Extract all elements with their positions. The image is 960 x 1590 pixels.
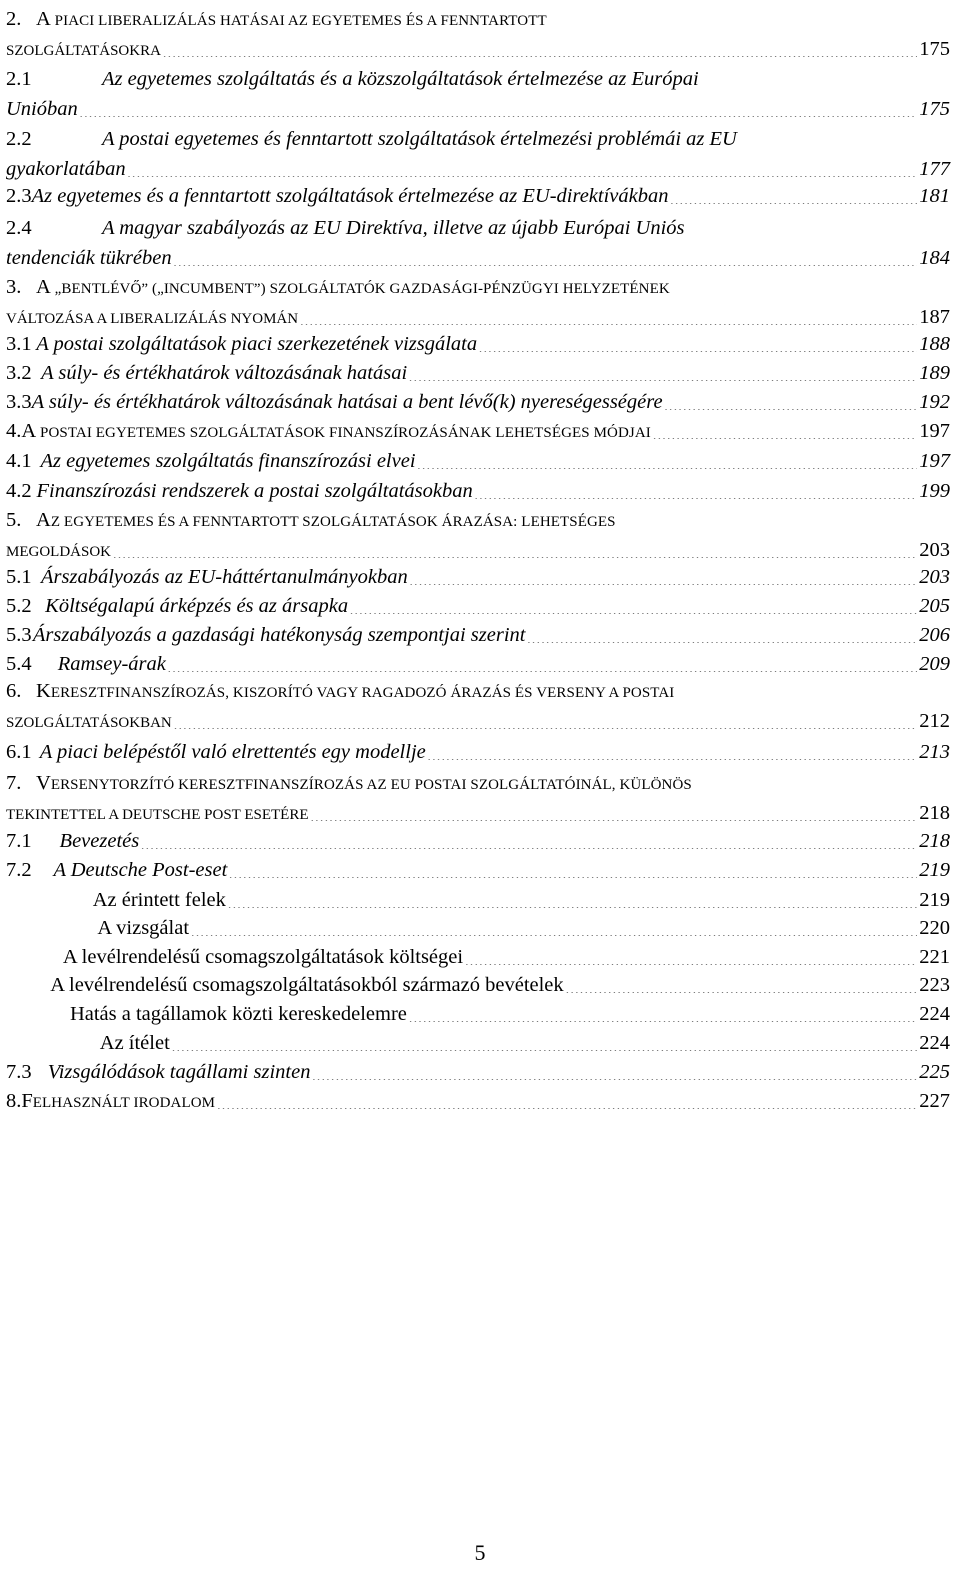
toc-page-number: 205 (919, 595, 950, 617)
toc-page-number: 219 (919, 859, 950, 881)
page-number: 5 (474, 1540, 486, 1565)
toc-title-continued: Unióban (6, 98, 78, 120)
toc-title (63, 942, 463, 972)
toc-title-text: A súly- és értékhatárok változásának hatásai a bent lévő(k) nyereségességére (31, 391, 663, 413)
toc-page-number: 206 (919, 624, 950, 646)
toc-title (36, 505, 616, 537)
toc-number: 7. (6, 772, 22, 794)
toc-line-continued (6, 94, 950, 126)
toc-title-initial: K (36, 680, 51, 702)
toc-number: 4.2 (6, 480, 32, 502)
toc-title (102, 213, 685, 243)
toc-title (32, 387, 663, 417)
toc-line (6, 272, 950, 302)
toc-entry[interactable] (6, 4, 950, 66)
toc-page-number: 223 (919, 974, 950, 996)
toc-number: 2.1 (6, 68, 32, 90)
toc-title-initial: V (36, 772, 51, 794)
toc-page-number: 218 (919, 830, 950, 852)
toc-title-text: Ramsey-árak (57, 653, 166, 675)
toc-page-number: 219 (919, 889, 950, 911)
toc-title-text: A vizsgálat (97, 917, 190, 939)
toc-entry[interactable] (6, 1086, 950, 1118)
toc-line (6, 913, 950, 945)
toc-entry[interactable] (6, 272, 950, 334)
toc-page-number: 203 (919, 566, 950, 588)
dot-leader (128, 157, 918, 178)
dot-leader (409, 361, 917, 382)
toc-entry[interactable] (6, 620, 950, 652)
dot-leader (228, 888, 917, 909)
toc-page-number: 184 (919, 247, 950, 269)
toc-number: 4. (6, 420, 22, 442)
toc-page-number: 203 (919, 539, 950, 561)
dot-leader (428, 740, 918, 761)
toc-entry[interactable] (6, 446, 950, 478)
toc-entry[interactable] (6, 476, 950, 508)
dot-leader (418, 449, 918, 470)
toc-entry[interactable] (6, 562, 950, 594)
toc-title-text: A levélrendelésű csomagszolgáltatások költségei (62, 946, 464, 968)
toc-number: 5.3 (6, 624, 32, 646)
dot-leader (300, 305, 917, 326)
toc-number: 6.1 (6, 741, 32, 763)
toc-title-text: Finanszírozási rendszerek a postai szolgáltatásokban (36, 480, 473, 502)
toc-line (6, 446, 950, 478)
toc-title-rest: PIACI LIBERALIZÁLÁS HATÁSAI AZ EGYETEMES ÉS A FENNTARTOTT (50, 13, 547, 29)
toc-line (6, 620, 950, 652)
toc-number: 2.2 (6, 128, 32, 150)
toc-number: 7.2 (6, 859, 32, 881)
toc-entry[interactable] (6, 826, 950, 858)
dot-leader (312, 1060, 917, 1081)
toc-title-continued: tendenciák tükrében (6, 247, 172, 269)
toc-title-text: Hatás a tagállamok közti kereskedelemre (69, 1003, 407, 1025)
dot-leader (217, 1089, 917, 1110)
toc-line (6, 505, 950, 535)
toc-title (41, 562, 408, 592)
toc-title-text: Az ítélet (99, 1032, 170, 1054)
toc-title-text: Árszabályozás az EU-háttértanulmányokban (41, 566, 408, 588)
toc-title-rest: ELHASZNÁLT IRODALOM (32, 1095, 216, 1111)
toc-line (6, 1028, 950, 1060)
toc-line-continued (6, 243, 950, 275)
dot-leader (113, 538, 917, 559)
toc-title-continued: SZOLGÁLTATÁSOKRA (6, 43, 161, 59)
toc-line (6, 855, 950, 887)
toc-line (6, 970, 950, 1002)
toc-line-continued (6, 706, 950, 738)
toc-entry[interactable] (6, 387, 950, 419)
toc-title (36, 272, 670, 304)
dot-leader (350, 594, 917, 615)
toc-page-number: 199 (919, 480, 950, 502)
toc-title (60, 826, 140, 856)
toc-title-continued: gyakorlatában (6, 158, 126, 180)
toc-title-text: Az érintett felek (92, 889, 226, 911)
toc-line-continued (6, 34, 950, 66)
toc-page-number: 192 (919, 391, 950, 413)
toc-title (53, 855, 227, 885)
toc-number: 5. (6, 509, 22, 531)
toc-title (21, 416, 651, 448)
toc-line (6, 768, 950, 798)
dot-leader (410, 565, 918, 586)
toc-line (6, 387, 950, 419)
toc-line (6, 416, 950, 448)
toc-number: 3.3 (6, 391, 32, 413)
toc-line (6, 999, 950, 1031)
toc-number: 6. (6, 680, 22, 702)
toc-title (70, 999, 407, 1029)
toc-entry[interactable] (6, 1028, 950, 1060)
toc-page-number: 197 (919, 450, 950, 472)
toc-page-number: 220 (919, 917, 950, 939)
toc-line (6, 213, 950, 243)
toc-title (37, 476, 473, 506)
toc-line (6, 676, 950, 706)
toc-title (97, 913, 189, 943)
toc-title-initial: A (36, 509, 51, 531)
toc-entry[interactable] (6, 913, 950, 945)
dot-leader (566, 973, 918, 994)
toc-number: 5.1 (6, 566, 32, 588)
dot-leader (174, 709, 917, 730)
toc-line (6, 737, 950, 769)
toc-title-text: Az egyetemes szolgáltatás és a közszolgáltatások értelmezése az Európai (102, 68, 699, 90)
toc-page-number: 197 (919, 420, 950, 442)
toc-number: 2.4 (6, 217, 32, 239)
dot-leader (80, 97, 918, 118)
toc-title (32, 181, 669, 211)
toc-title (36, 676, 674, 708)
toc-entry[interactable] (6, 676, 950, 738)
toc-page-number: 221 (919, 946, 950, 968)
toc-number: 5.2 (6, 595, 32, 617)
toc-title-initial: A (21, 420, 37, 442)
toc-number: 5.4 (6, 653, 32, 675)
dot-leader (665, 390, 918, 411)
toc-page-number: 213 (919, 741, 950, 763)
toc-number: 4.1 (6, 450, 32, 472)
toc-entry[interactable] (6, 999, 950, 1031)
dot-leader (479, 332, 917, 353)
toc-title-continued: VÁLTOZÁSA A LIBERALIZÁLÁS NYOMÁN (6, 311, 299, 327)
toc-title (40, 737, 426, 767)
toc-number: 2.3 (6, 185, 32, 207)
toc-page-number: 224 (919, 1003, 950, 1025)
toc-entry[interactable] (6, 768, 950, 830)
toc-title (100, 1028, 170, 1058)
toc-title-initial: F (21, 1090, 33, 1112)
toc-page-number: 181 (919, 185, 950, 207)
dot-leader (141, 829, 917, 850)
toc-title-text: A levélrendelésű csomagszolgáltatásokból származó bevételek (50, 974, 564, 996)
toc-page-number: 224 (919, 1032, 950, 1054)
toc-title (36, 768, 692, 800)
toc-page-number: 212 (919, 710, 950, 732)
toc-title (40, 446, 415, 476)
dot-leader (163, 37, 917, 58)
toc-title-text: Az egyetemes és a fenntartott szolgáltatások értelmezése az EU-direktívákban (31, 185, 669, 207)
dot-leader (409, 1002, 917, 1023)
toc-line (6, 358, 950, 390)
dot-leader (653, 419, 917, 440)
toc-title-rest: ERESZTFINANSZÍROZÁS, KISZORÍTÓ VAGY RAGADOZÓ ÁRAZÁS ÉS VERSENY A POSTAI (50, 685, 675, 701)
toc-entry[interactable] (6, 855, 950, 887)
toc-line (6, 4, 950, 34)
toc-title-text: A postai egyetemes és fenntartott szolgáltatások értelmezési problémái az EU (102, 128, 737, 150)
toc-title-rest: Z EGYETEMES ÉS A FENNTARTOTT SZOLGÁLTATÁSOK ÁRAZÁSA: LEHETSÉGES (50, 514, 616, 530)
toc-entry[interactable] (6, 181, 950, 213)
toc-line (6, 64, 950, 94)
toc-line (6, 826, 950, 858)
toc-number: 7.3 (6, 1061, 32, 1083)
toc-title-text: Árszabályozás a gazdasági hatékonyság szempontjai szerint (32, 624, 526, 646)
toc-title-text: Költségalapú árképzés és az ársapka (45, 595, 349, 617)
dot-leader (527, 623, 917, 644)
toc-title-continued: TEKINTETTEL A DEUTSCHE POST ESETÉRE (6, 807, 309, 823)
toc-entry[interactable] (6, 124, 950, 186)
toc-number: 7.1 (6, 830, 32, 852)
toc-title (21, 1086, 215, 1118)
toc-entry[interactable] (6, 329, 950, 361)
dot-leader (310, 801, 917, 822)
toc-title (102, 64, 699, 94)
toc-entry[interactable] (6, 505, 950, 567)
toc-entry[interactable] (6, 358, 950, 390)
toc-title (36, 4, 547, 36)
toc-line (6, 591, 950, 623)
toc-page-number: 177 (919, 158, 950, 180)
toc-page-number: 175 (919, 38, 950, 60)
toc-title (41, 358, 407, 388)
toc-title-continued: MEGOLDÁSOK (6, 544, 111, 560)
toc-title (50, 970, 563, 1000)
toc-title-initial: A (36, 276, 51, 298)
toc-title (102, 124, 737, 154)
toc-title-text: Vizsgálódások tagállami szinten (47, 1061, 311, 1083)
toc-title-rest: „BENTLÉVŐ” („INCUMBENT”) SZOLGÁLTATÓK GAZDASÁGI-PÉNZÜGYI HELYZETÉNEK (50, 281, 670, 297)
toc-number: 2. (6, 8, 22, 30)
dot-leader (229, 858, 917, 879)
toc-entry[interactable] (6, 416, 950, 448)
toc-page-number: 227 (919, 1090, 950, 1112)
toc-entry[interactable] (6, 591, 950, 623)
toc-title-initial: A (36, 8, 51, 30)
toc-title (45, 591, 348, 621)
toc-title-text: A postai szolgáltatások piaci szerkezetének vizsgálata (36, 333, 478, 355)
toc-title (48, 1057, 311, 1087)
toc-title-continued: SZOLGÁLTATÁSOKBAN (6, 715, 172, 731)
toc-entry[interactable] (6, 213, 950, 275)
toc-page-number: 218 (919, 802, 950, 824)
toc-page-number: 225 (919, 1061, 950, 1083)
toc-page-number: 175 (919, 98, 950, 120)
toc-page-number: 187 (919, 306, 950, 328)
toc-title-text: Bevezetés (59, 830, 140, 852)
dot-leader (174, 246, 918, 267)
toc-title-text: A piaci belépéstől való elrettentés egy modellje (39, 741, 426, 763)
toc-line (6, 1057, 950, 1089)
toc-page-number: 188 (919, 333, 950, 355)
toc-entry[interactable] (6, 64, 950, 126)
toc-title-text: A Deutsche Post-eset (53, 859, 228, 881)
toc-number: 3.1 (6, 333, 32, 355)
toc-title (33, 620, 526, 650)
dot-leader (172, 1031, 917, 1052)
toc-title (93, 885, 226, 915)
toc-page-number: 189 (919, 362, 950, 384)
toc-page-number: 209 (919, 653, 950, 675)
toc-title (36, 329, 477, 359)
toc-line (6, 562, 950, 594)
dot-leader (191, 916, 917, 937)
dot-leader (168, 652, 917, 673)
dot-leader (671, 184, 918, 205)
toc-title-rest: POSTAI EGYETEMES SZOLGÁLTATÁSOK FINANSZÍROZÁSÁNAK LEHETSÉGES MÓDJAI (36, 425, 651, 441)
toc-entry[interactable] (6, 1057, 950, 1089)
toc-line (6, 1086, 950, 1118)
toc-number: 8. (6, 1090, 22, 1112)
toc-number: 3.2 (6, 362, 32, 384)
toc-title-text: A magyar szabályozás az EU Direktíva, illetve az újabb Európai Uniós (102, 217, 685, 239)
toc-line (6, 476, 950, 508)
toc-entry[interactable] (6, 737, 950, 769)
toc-number: 3. (6, 276, 22, 298)
toc-line (6, 124, 950, 154)
toc-title-text: A súly- és értékhatárok változásának hatásai (41, 362, 408, 384)
toc-entry[interactable] (6, 970, 950, 1002)
toc-line (6, 181, 950, 213)
toc-title-text: Az egyetemes szolgáltatás finanszírozási elvei (40, 450, 416, 472)
dot-leader (465, 945, 917, 966)
dot-leader (475, 479, 918, 500)
toc-title (58, 649, 166, 679)
toc-title-rest: ERSENYTORZÍTÓ KERESZTFINANSZÍROZÁS AZ EU POSTAI SZOLGÁLTATÓINÁL, KÜLÖNÖS (50, 777, 692, 793)
toc-line (6, 329, 950, 361)
